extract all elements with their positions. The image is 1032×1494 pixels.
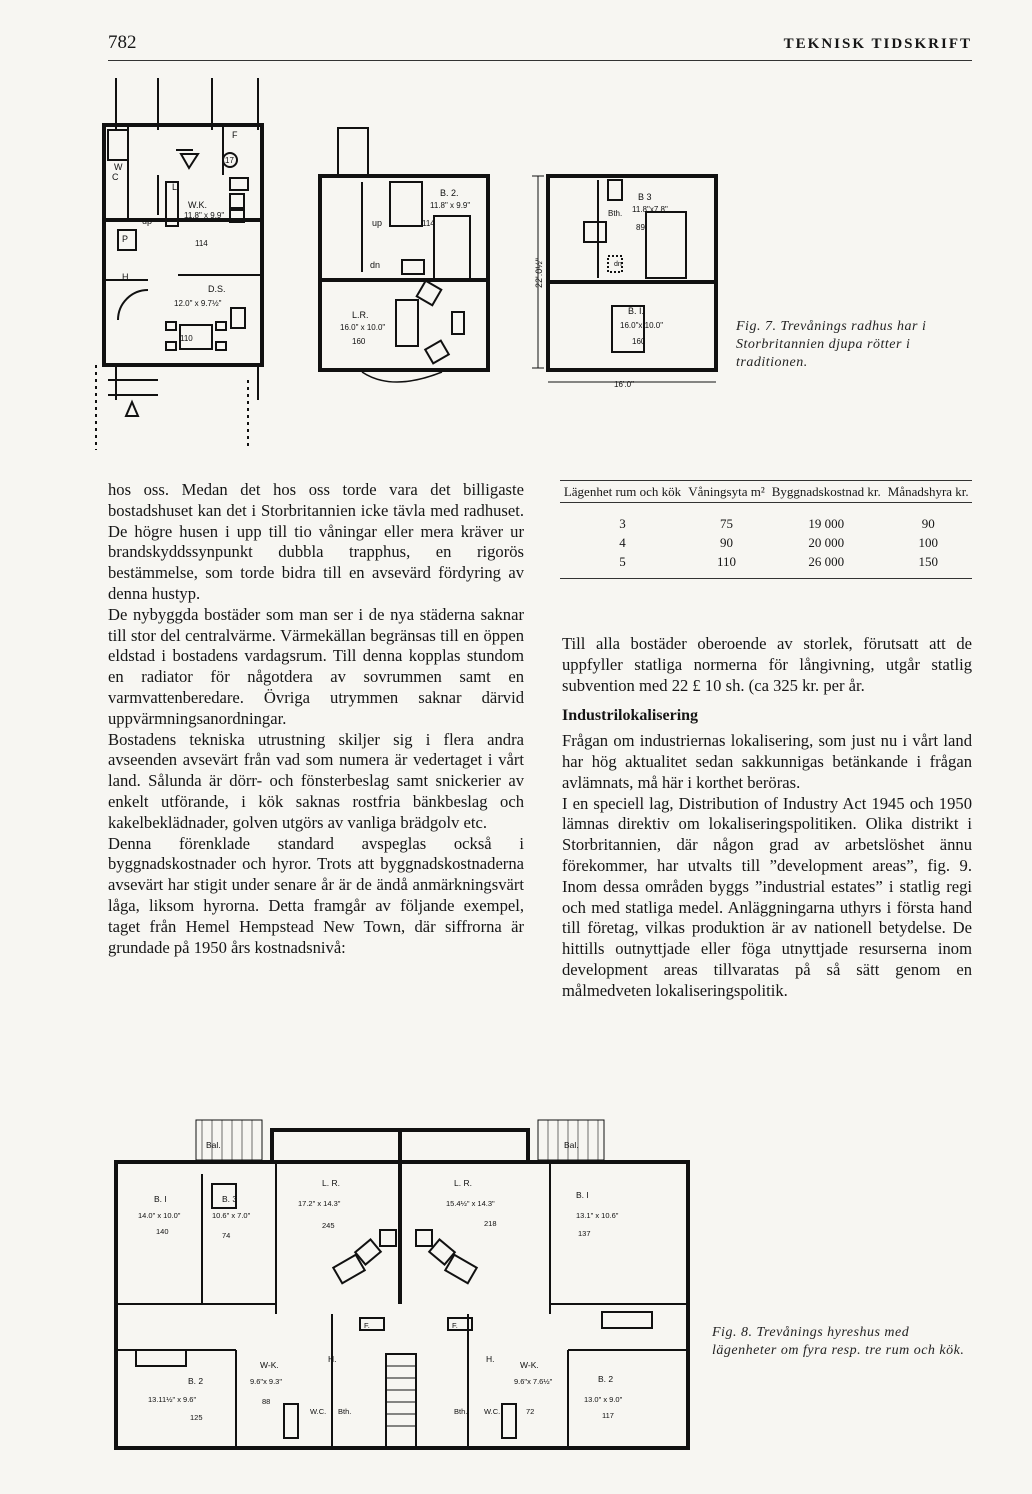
table-cell: 19 000 bbox=[808, 516, 845, 531]
fig7-plan-2 bbox=[312, 122, 496, 386]
table-cell: 26 000 bbox=[768, 552, 885, 579]
svg-text:B. I.: B. I. bbox=[628, 306, 645, 316]
svg-text:B. I: B. I bbox=[154, 1194, 167, 1204]
svg-text:F.: F. bbox=[364, 1321, 370, 1330]
table-row bbox=[560, 552, 972, 579]
fig8-plan bbox=[102, 1114, 698, 1484]
svg-text:H.: H. bbox=[486, 1354, 495, 1364]
svg-text:74: 74 bbox=[222, 1231, 231, 1240]
table-cell: 150 bbox=[884, 552, 972, 579]
table-header: Lägenhet rum och kök bbox=[560, 480, 685, 503]
paragraph: hos oss. Medan det hos oss torde vara det billigaste bostadshuset kan det i Storbritannien icke tävla med radhuset. De högre husen i upp till tio våningar eller mera kräver ur brandskyddssynpunkt dubbla trapphus, en rigorös bestämmelse, som torde bidra till en avsevärd fördyring av denna hustyp. bbox=[108, 480, 524, 603]
svg-text:15.4½" x 14.3": 15.4½" x 14.3" bbox=[446, 1199, 495, 1208]
paragraph: Bostadens tekniska utrustning skiljer sig i flera andra avseenden avsevärt från vad som numera är vedertaget i vårt land. Sålunda är dörr- och fönsterbeslag samt snickerier av enkelt utförande, i kök saknas rostfria bänkbeslag och kakelbeklädnader, golven utgörs av vanliga brädgolv etc. bbox=[108, 729, 524, 832]
svg-text:W-K.: W-K. bbox=[520, 1360, 539, 1370]
svg-text:B. 3: B. 3 bbox=[222, 1194, 238, 1204]
svg-text:16.0"x 10.0": 16.0"x 10.0" bbox=[620, 321, 664, 330]
text-column-right bbox=[562, 634, 972, 1002]
svg-text:B. 2.: B. 2. bbox=[440, 188, 459, 198]
svg-text:up: up bbox=[142, 216, 153, 226]
svg-text:11.8" x 9.9": 11.8" x 9.9" bbox=[430, 201, 471, 210]
svg-text:16'.0": 16'.0" bbox=[614, 380, 634, 389]
svg-text:L: L bbox=[172, 182, 178, 192]
svg-text:Bth.: Bth. bbox=[338, 1407, 352, 1416]
svg-text:137: 137 bbox=[578, 1229, 591, 1238]
paragraph: De nybyggda bostäder som man ser i de nya städerna saknar till stor del centralvärme. Värmekällan begränsas till en öppen eldstad i bostadens vardagsrum. Till denna kopplas stundom en radiator för någotdera av sovrummen samt en varmvattenberedare. Övriga utrymmen saknar därvid uppvärmningsanordningar. bbox=[108, 604, 524, 728]
fig8-caption: Fig. 8. Trevånings hyreshus med lägenheter om fyra resp. tre rum och kök. bbox=[712, 1325, 965, 1358]
table-row bbox=[560, 503, 972, 534]
svg-text:13.11½" x 9.6": 13.11½" x 9.6" bbox=[148, 1395, 197, 1404]
svg-text:D.S.: D.S. bbox=[208, 284, 226, 294]
table-header: Månadshyra kr. bbox=[884, 480, 972, 503]
svg-text:17: 17 bbox=[225, 156, 234, 165]
svg-text:9.6"x 9.3": 9.6"x 9.3" bbox=[250, 1377, 283, 1386]
svg-text:F: F bbox=[232, 130, 238, 140]
svg-text:F.: F. bbox=[452, 1321, 458, 1330]
svg-text:up: up bbox=[372, 218, 383, 228]
svg-text:110: 110 bbox=[180, 334, 193, 343]
table-cell: 4 bbox=[619, 535, 626, 550]
svg-text:160: 160 bbox=[632, 337, 646, 346]
svg-text:9.6"x 7.6½": 9.6"x 7.6½" bbox=[514, 1377, 553, 1386]
svg-text:W.C.: W.C. bbox=[310, 1407, 327, 1416]
svg-text:W.K.: W.K. bbox=[188, 200, 208, 210]
table-cell: 75 bbox=[720, 516, 733, 531]
svg-text:W.C.: W.C. bbox=[484, 1407, 501, 1416]
svg-text:117: 117 bbox=[602, 1411, 614, 1420]
svg-text:88: 88 bbox=[262, 1397, 271, 1406]
fig7-plan-3 bbox=[528, 168, 724, 390]
svg-text:114: 114 bbox=[195, 239, 208, 248]
svg-text:218: 218 bbox=[484, 1219, 497, 1228]
table-cell: 90 bbox=[720, 535, 733, 550]
svg-text:245: 245 bbox=[322, 1221, 335, 1230]
svg-text:Bal.: Bal. bbox=[206, 1140, 221, 1150]
svg-text:13.1" x 10.6": 13.1" x 10.6" bbox=[576, 1211, 619, 1220]
svg-text:B. 2: B. 2 bbox=[598, 1374, 614, 1384]
table-cell: 100 bbox=[918, 535, 938, 550]
cost-table bbox=[560, 480, 972, 579]
svg-text:P: P bbox=[122, 234, 129, 244]
svg-text:114: 114 bbox=[422, 219, 435, 228]
svg-text:125: 125 bbox=[190, 1413, 203, 1422]
page-number: 782 bbox=[108, 32, 137, 53]
paragraph: Till alla bostäder oberoende av storlek, förutsatt att de uppfyller statliga normerna för långivning, utgår statlig subvention med 22 £ 10 sh. (ca 325 kr. per år. bbox=[562, 634, 972, 695]
journal-title: TEKNISK TIDSKRIFT bbox=[783, 36, 972, 52]
svg-text:10.6" x 7.0": 10.6" x 7.0" bbox=[212, 1211, 251, 1220]
table-cell: 90 bbox=[921, 516, 935, 531]
table-cell: 20 000 bbox=[808, 535, 845, 550]
svg-text:dn: dn bbox=[370, 260, 381, 270]
svg-text:17.2" x 14.3": 17.2" x 14.3" bbox=[298, 1199, 341, 1208]
svg-text:140: 140 bbox=[156, 1227, 169, 1236]
svg-text:B. I: B. I bbox=[576, 1190, 589, 1200]
svg-text:B. 2: B. 2 bbox=[188, 1376, 204, 1386]
text-column-left bbox=[108, 480, 524, 958]
svg-text:W-K.: W-K. bbox=[260, 1360, 279, 1370]
svg-text:H.: H. bbox=[122, 272, 131, 282]
svg-text:16.0" x 10.0": 16.0" x 10.0" bbox=[340, 323, 386, 332]
table-cell: 110 bbox=[685, 552, 768, 579]
paragraph: Frågan om industriernas lokalisering, som just nu i vårt land har hög aktualitet sedan sakkunnigas betänkande i frågan avlämnats, må här i korthet beröras. bbox=[562, 731, 972, 792]
svg-text:11.8"x7.8": 11.8"x7.8" bbox=[632, 205, 668, 214]
table-header: Byggnadskostnad kr. bbox=[768, 480, 885, 503]
svg-text:13.0" x 9.0": 13.0" x 9.0" bbox=[584, 1395, 623, 1404]
table-top-rule bbox=[560, 480, 972, 481]
svg-text:H.: H. bbox=[328, 1354, 337, 1364]
svg-text:W: W bbox=[114, 162, 123, 172]
svg-text:L. R.: L. R. bbox=[454, 1178, 472, 1188]
svg-text:B 3: B 3 bbox=[638, 192, 652, 202]
svg-text:11.8" x 9.9": 11.8" x 9.9" bbox=[184, 211, 225, 220]
fig7-caption: Fig. 7. Trevånings radhus har i Storbritannien djupa rötter i traditionen. bbox=[736, 319, 927, 370]
svg-text:89: 89 bbox=[636, 223, 645, 232]
svg-text:L. R.: L. R. bbox=[322, 1178, 340, 1188]
svg-text:160: 160 bbox=[352, 337, 366, 346]
svg-text:14.0" x 10.0": 14.0" x 10.0" bbox=[138, 1211, 181, 1220]
svg-text:22'.0½": 22'.0½" bbox=[534, 258, 544, 288]
header-rule bbox=[108, 60, 972, 61]
svg-text:L.R.: L.R. bbox=[352, 310, 369, 320]
section-heading: Industrilokalisering bbox=[562, 707, 699, 725]
svg-text:72: 72 bbox=[526, 1407, 535, 1416]
svg-text:C: C bbox=[112, 172, 119, 182]
table-cell: 5 bbox=[560, 552, 685, 579]
fig7-plan-1 bbox=[88, 70, 278, 460]
table-cell: 3 bbox=[619, 516, 626, 531]
svg-text:Bth.: Bth. bbox=[608, 209, 623, 218]
svg-text:Bal.: Bal. bbox=[564, 1140, 579, 1150]
svg-text:Bth.: Bth. bbox=[454, 1407, 468, 1416]
svg-text:12.0" x 9.7½": 12.0" x 9.7½" bbox=[174, 299, 222, 308]
paragraph: I en speciell lag, Distribution of Industry Act 1945 och 1950 lämnas direktiv om lokaliseringspolitiken. Olika distrikt i Storbritannien, där någon grad av arbetslöshet ännu förekommer, har utvalts till ”development areas”, fig. 9. Inom dessa områden byggs ”industrial estates” i statlig regi och med statliga medel. Anläggningarna uthyrs i första hand till företag, vilkas produktion är av nationell betydelse. De hittills outnyttjade eller föga utnyttjade resurserna inom development areas tillvaratas på så sätt genom en målmedveten lokaliseringspolitik. bbox=[562, 793, 972, 1000]
svg-text:dn: dn bbox=[614, 261, 622, 268]
paragraph: Denna förenklade standard avspeglas också i byggnadskostnader och hyror. Trots att byggnadskostnaderna avsevärt har stigit under senare år är de ändå anmärkningsvärt låga, liksom hyrorna. Detta framgår av följande exempel, taget från Hemel Hempstead New Town, där siffrorna är grundade på 1950 års kostnadsnivå: bbox=[108, 833, 524, 957]
table-header-row bbox=[560, 480, 972, 503]
table-header: Våningsyta m² bbox=[685, 480, 768, 503]
table-row bbox=[560, 533, 972, 552]
